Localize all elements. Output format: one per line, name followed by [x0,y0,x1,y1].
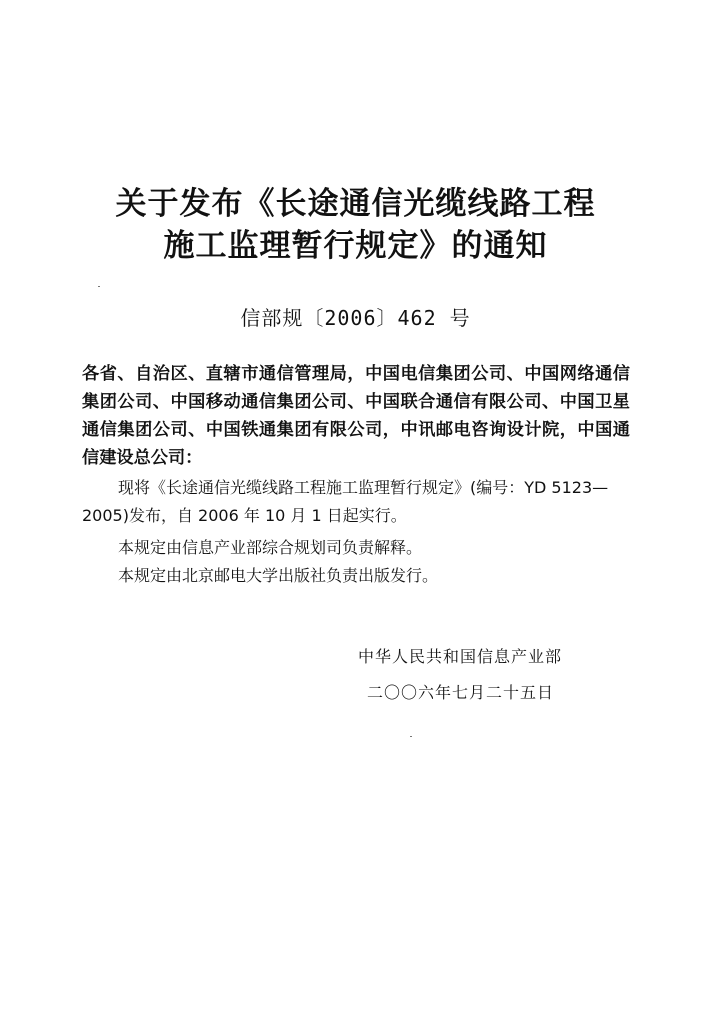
addressee-list: 各省、自治区、直辖市通信管理局，中国电信集团公司、中国网络通信集团公司、中国移动通信集团公司、中国联合通信有限公司、中国卫星通信集团公司、中国铁通集团有限公司，中讯邮电咨询设计院，中国通信建设总公司： [82,364,630,468]
scan-speck [410,736,412,737]
signature-organization: 中华人民共和国信息产业部 [358,647,563,666]
signature-date: 二〇〇六年七月二十五日 [367,683,555,702]
document-number: 信部规〔2006〕462 号 [240,306,471,330]
body-paragraph-distribution: 本规定由北京邮电大学出版社负责出版发行。 [118,566,439,585]
scan-speck [98,286,100,287]
body-paragraph-publication: 现将《长途通信光缆线路工程施工监理暂行规定》(编号：YD 5123—2005)发布，自 2006 年 10 月 1 日起实行。 [82,478,609,525]
body-paragraph-interpretation: 本规定由信息产业部综合规划司负责解释。 [118,538,423,557]
notice-title-line-2: 施工监理暂行规定》的通知 [163,228,548,264]
notice-title-line-1: 关于发布《长途通信光缆线路工程 [115,186,596,222]
